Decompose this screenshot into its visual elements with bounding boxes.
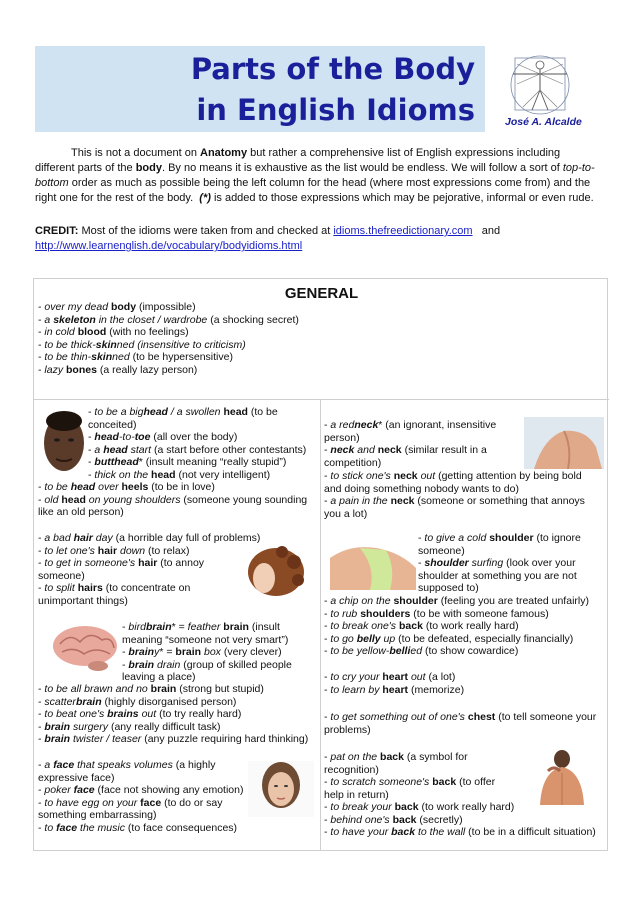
list-item: - pat on the back (a symbol for <box>324 751 468 763</box>
list-item: - to go belly up (to be defeated, especially financially) <box>324 632 574 645</box>
credit-link-1[interactable]: idioms.thefreedictionary.com <box>333 225 473 237</box>
list-item: - to be a bighead / a swollen head (to be <box>88 406 278 418</box>
neck-list-full <box>324 470 606 520</box>
list-item: unimportant things) <box>38 594 128 607</box>
list-item: - to give a cold shoulder (to ignore <box>418 532 581 544</box>
list-item: - head-to-toe (all over the body) <box>88 431 238 443</box>
credit-text: Most of the idioms were taken from and checked at <box>81 225 331 237</box>
list-item: - shoulder surfing (look over your <box>418 557 576 569</box>
man-face-photo <box>40 407 88 475</box>
list-item: - brain drain (group of skilled people <box>122 658 292 671</box>
list-item: and doing something nobody wants to do) <box>324 482 519 495</box>
list-item: - to be all brawn and no brain (strong but stupid) <box>38 683 264 695</box>
list-item: - to be thin-skinned (to be hypersensitive) <box>38 351 233 363</box>
list-item: - to get something out of one's chest (to tell someone your <box>324 711 597 723</box>
section-heading-general: GENERAL <box>284 285 359 302</box>
shoulder-list-full <box>324 595 608 658</box>
brain-photo <box>50 622 120 674</box>
list-item: - brain twister / teaser (any puzzle requiring hard thinking) <box>38 733 309 745</box>
column-divider <box>320 399 321 850</box>
title-banner <box>35 46 485 132</box>
list-item: - to break one's back (to work really hard) <box>324 620 519 632</box>
list-item: - to get in someone's hair (to annoy <box>38 557 205 569</box>
shoulder-photo <box>330 538 416 590</box>
list-item: you a lot) <box>324 507 368 520</box>
list-item: - to break your back (to work really hard) <box>324 801 515 813</box>
list-item: - to rub shoulders (to be with someone famous) <box>324 607 549 620</box>
list-item: supposed to) <box>418 582 479 594</box>
list-item: expressive face) <box>38 771 115 784</box>
woman-face-photo <box>248 761 314 817</box>
credit-label: CREDIT: <box>35 225 79 237</box>
curly-hair-photo <box>236 544 308 604</box>
list-item: leaving a place) <box>122 671 196 683</box>
brain-list-full <box>38 683 320 746</box>
credit-link-2[interactable]: http://www.learnenglish.de/vocabulary/bodyidioms.html <box>35 240 303 252</box>
author-name: José A. Alcalde <box>505 116 582 128</box>
list-item: - a pain in the neck (someone or something that annoys <box>324 495 585 507</box>
list-item: - a face that speaks volumes (a highly <box>38 759 216 771</box>
list-item: like an old person) <box>38 506 124 518</box>
list-item: - to learn by heart (memorize) <box>324 683 465 696</box>
list-item: - to let one's hair down (to relax) <box>38 544 190 557</box>
list-item: - birdbrain* = feather brain (insult <box>122 621 280 633</box>
credit-and: and <box>481 225 501 237</box>
list-item: - behind one's back (secretly) <box>324 813 463 826</box>
list-item: - a head start (a start before other contestants) <box>88 443 307 456</box>
list-item: - to be head over heels (to be in love) <box>38 481 215 493</box>
list-item: - to beat one's brains out (to try really hard) <box>38 708 242 720</box>
back-photo <box>534 749 590 805</box>
page-title-line-2: in English Idioms <box>196 93 475 127</box>
list-item: - to be yellow-bellied (to show cowardice) <box>324 645 519 657</box>
list-item: person) <box>324 431 360 444</box>
list-item: - scatterbrain (highly disorganised person) <box>38 695 237 708</box>
divider <box>34 399 609 400</box>
list-item: - a skeleton in the closet / wardrobe (a shocking secret) <box>38 313 299 326</box>
list-item: - to stick one's neck out (getting attention by being bold <box>324 470 582 482</box>
list-item: - thick on the head (not very intelligent) <box>88 468 271 481</box>
list-item: someone) <box>38 569 85 582</box>
back-list-full <box>324 801 608 839</box>
list-item: competition) <box>324 456 382 469</box>
list-item: conceited) <box>88 418 137 431</box>
list-item: meaning “someone not very smart”) <box>122 633 289 646</box>
list-item: - old head on young shoulders (someone young sounding <box>38 493 308 506</box>
idioms-table <box>33 278 608 851</box>
list-item: - to scratch someone's back (to offer <box>324 776 496 788</box>
vitruvian-man-logo <box>505 50 575 116</box>
intro-paragraph: This is not a document on Anatomy but rather a comprehensive list of English expressions including different parts of the body. By no means it is exhaustive as the list would be endless. We will follow a sort of top-to-bottom order as much as possible being the left column for the head (where most expressions come from) and the right one for the rest of the body. (*) is added to those expressions which may be pejorative, informal or even rude. <box>35 147 595 204</box>
list-item: - a redneck* (an ignorant, insensitive <box>324 419 497 431</box>
general-list <box>38 301 598 376</box>
list-item: - in cold blood (with no feelings) <box>38 326 189 338</box>
list-item: recognition) <box>324 763 379 776</box>
list-item: help in return) <box>324 788 389 801</box>
list-item: - poker face (face not showing any emotion) <box>38 784 244 796</box>
list-item: - over my dead body (impossible) <box>38 301 196 313</box>
list-item: - to have your back to the wall (to be in a difficult situation) <box>324 826 596 838</box>
list-item: - to split hairs (to concentrate on <box>38 582 191 594</box>
list-item: - butthead* (insult meaning “really stupid”) <box>88 456 287 468</box>
list-item: shoulder at something you are not <box>418 569 577 582</box>
back-list <box>324 751 524 801</box>
head-list <box>88 406 316 481</box>
list-item: - a bad hair day (a horrible day full of problems) <box>38 532 261 544</box>
list-item: something embarrassing) <box>38 809 157 821</box>
list-item: - neck and neck (similar result in a <box>324 444 487 456</box>
list-item: - brainy* = brain box (very clever) <box>122 646 282 658</box>
brain-list <box>122 621 316 684</box>
list-item: - to have egg on your face (to do or say <box>38 796 223 809</box>
chest-list <box>324 711 608 736</box>
neck-photo <box>524 417 604 469</box>
neck-list <box>324 419 524 469</box>
shoulder-list <box>418 532 606 595</box>
list-item: - a chip on the shoulder (feeling you are treated unfairly) <box>324 595 589 607</box>
list-item: problems) <box>324 723 371 736</box>
list-item: - lazy bones (a really lazy person) <box>38 363 198 376</box>
list-item: - to cry your heart out (a lot) <box>324 671 456 683</box>
heart-list <box>324 671 608 696</box>
page-title-line-1: Parts of the Body <box>190 52 475 86</box>
list-item: - to be thick-skinned (insensitive to criticism) <box>38 338 246 351</box>
list-item: - brain surgery (any really difficult task) <box>38 720 221 733</box>
list-item: - to face the music (to face consequences) <box>38 821 238 834</box>
credit-paragraph <box>35 224 600 254</box>
list-item: someone) <box>418 544 465 557</box>
head-list-full <box>38 481 318 519</box>
